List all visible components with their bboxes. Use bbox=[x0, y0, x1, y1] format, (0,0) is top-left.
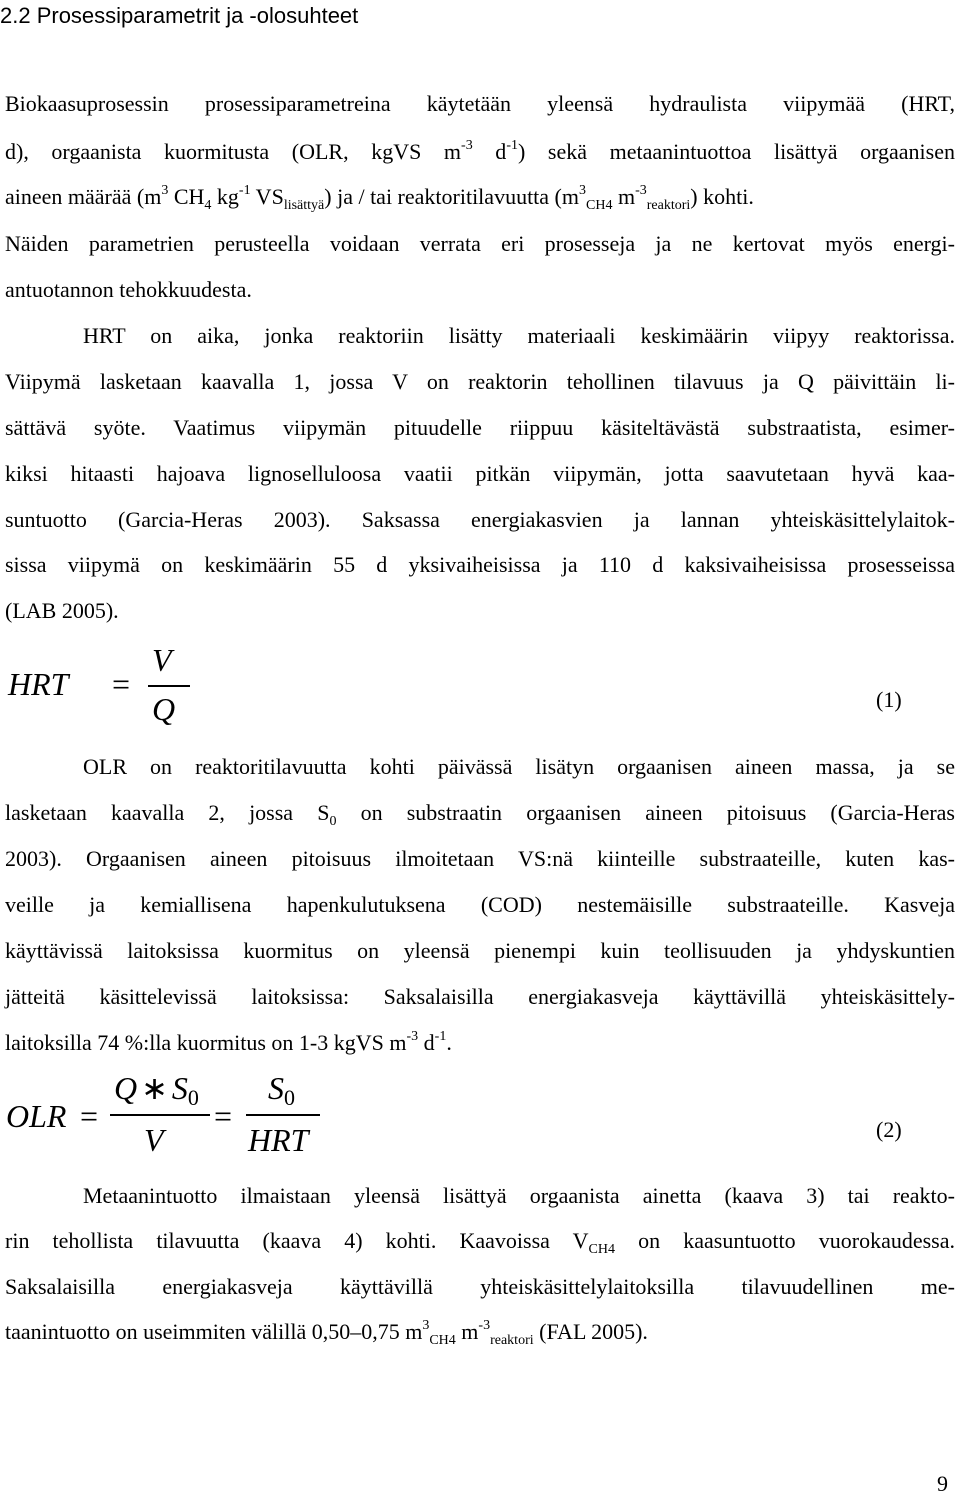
equation-number: (1) bbox=[876, 687, 902, 712]
text-line: kiksi hitaasti hajoava lignoselluloosa vaatii pitkän viipymän, jotta saavutetaan hyvä kaa- bbox=[5, 461, 955, 486]
equals-sign: = bbox=[214, 1098, 233, 1134]
text-line: (LAB 2005). bbox=[5, 598, 119, 623]
fraction-bar bbox=[110, 1114, 210, 1116]
text-line: sättävä syöte. Vaatimus viipymän pituudelle riippuu käsiteltävästä substraatista, esimer- bbox=[5, 415, 955, 440]
fraction-numerator: V bbox=[152, 642, 172, 678]
text-line: d), orgaanista kuormitusta (OLR, kgVS $m^{-3}$ $d^{-1}$) sekä metaanintuottoa lisättyä orgaanisen bbox=[5, 138, 955, 164]
fraction-denominator: HRT bbox=[248, 1122, 309, 1158]
text-line: Viipymä lasketaan kaavalla 1, jossa V on reaktorin tehollinen tilavuus ja Q päivittäin li- bbox=[5, 369, 955, 394]
page-number: 9 bbox=[937, 1471, 948, 1496]
fraction-bar bbox=[246, 1114, 320, 1116]
fraction-denominator: Q bbox=[152, 691, 176, 727]
text-line: suntuotto (Garcia-Heras 2003). Saksassa energiakasvien ja lannan yhteiskäsittelylaitok- bbox=[5, 507, 955, 532]
text-line: Näiden parametrien perusteella voidaan verrata eri prosesseja ja ne kertovat myös energi- bbox=[5, 231, 955, 256]
text-line: käyttävissä laitoksissa kuormitus on yleensä pienempi kuin teollisuuden ja yhdyskuntien bbox=[5, 938, 955, 963]
text-line: HRT on aika, jonka reaktoriin lisätty materiaali keskimäärin viipyy reaktorissa. bbox=[83, 323, 955, 348]
text-line: 2003). Orgaanisen aineen pitoisuus ilmoitetaan VS:nä kiinteille substraateille, kuten kas- bbox=[5, 846, 955, 871]
fraction-numerator: Q ∗ $S_0$ bbox=[114, 1070, 199, 1110]
equals-sign: = bbox=[112, 666, 131, 702]
text-line: aineen määrää ($m^3$ $CH_4$ $kg^{-1}$ $VS_{lisättyä}$) ja / tai reaktoritilavuutta ($m^3_{CH4}$ $m^{-3}_{reaktori}$) kohti. bbox=[5, 183, 754, 213]
text-line: OLR on reaktoritilavuutta kohti päivässä lisätyn orgaanisen aineen massa, ja se bbox=[83, 754, 955, 779]
text-line: Saksalaisilla energiakasveja käyttävillä yhteiskäsittelylaitoksilla tilavuudellinen me- bbox=[5, 1274, 955, 1299]
text-line: Biokaasuprosessin prosessiparametreina käytetään yleensä hydraulista viipymää (HRT, bbox=[5, 91, 955, 116]
text-line: sissa viipymä on keskimäärin 55 d yksivaiheisissa ja 110 d kaksivaiheisissa prosesseissa bbox=[5, 552, 955, 577]
equals-sign: = bbox=[80, 1098, 99, 1134]
fraction-denominator: V bbox=[144, 1122, 164, 1158]
section-heading: 2.2 Prosessiparametrit ja -olosuhteet bbox=[0, 3, 359, 28]
text-line: lasketaan kaavalla 2, jossa $S_0$ on substraatin orgaanisen aineen pitoisuus (Garcia-Heras bbox=[5, 800, 955, 829]
text-line: Metaanintuotto ilmaistaan yleensä lisättyä orgaanista ainetta (kaava 3) tai reakto- bbox=[83, 1183, 955, 1208]
equation-lhs: OLR bbox=[6, 1098, 67, 1134]
text-line: jätteitä käsittelevissä laitoksissa: Saksalaisilla energiakasveja käyttävillä yhteiskäsittely- bbox=[5, 984, 955, 1009]
text-line: laitoksilla 74 %:lla kuormitus on 1-3 kgVS $m^{-3}$ $d^{-1}$. bbox=[5, 1029, 452, 1055]
text-line: veille ja kemiallisena hapenkulutuksena (COD) nestemäisille substraateille. Kasveja bbox=[5, 892, 955, 917]
text-line: taanintuotto on useimmiten välillä 0,50–0,75 $m^3_{CH4}$ $m^{-3}_{reaktori}$ (FAL 2005). bbox=[5, 1318, 648, 1348]
fraction-bar bbox=[148, 685, 190, 687]
fraction-numerator: $S_0$ bbox=[268, 1070, 295, 1110]
equation-number: (2) bbox=[876, 1117, 902, 1142]
equation-lhs: HRT bbox=[8, 666, 69, 702]
text-line: rin tehollista tilavuutta (kaava 4) kohti. Kaavoissa $V_{CH4}$ on kaasuntuotto vuorokaudessa. bbox=[5, 1228, 956, 1257]
text-line: antuotannon tehokkuudesta. bbox=[5, 277, 252, 302]
